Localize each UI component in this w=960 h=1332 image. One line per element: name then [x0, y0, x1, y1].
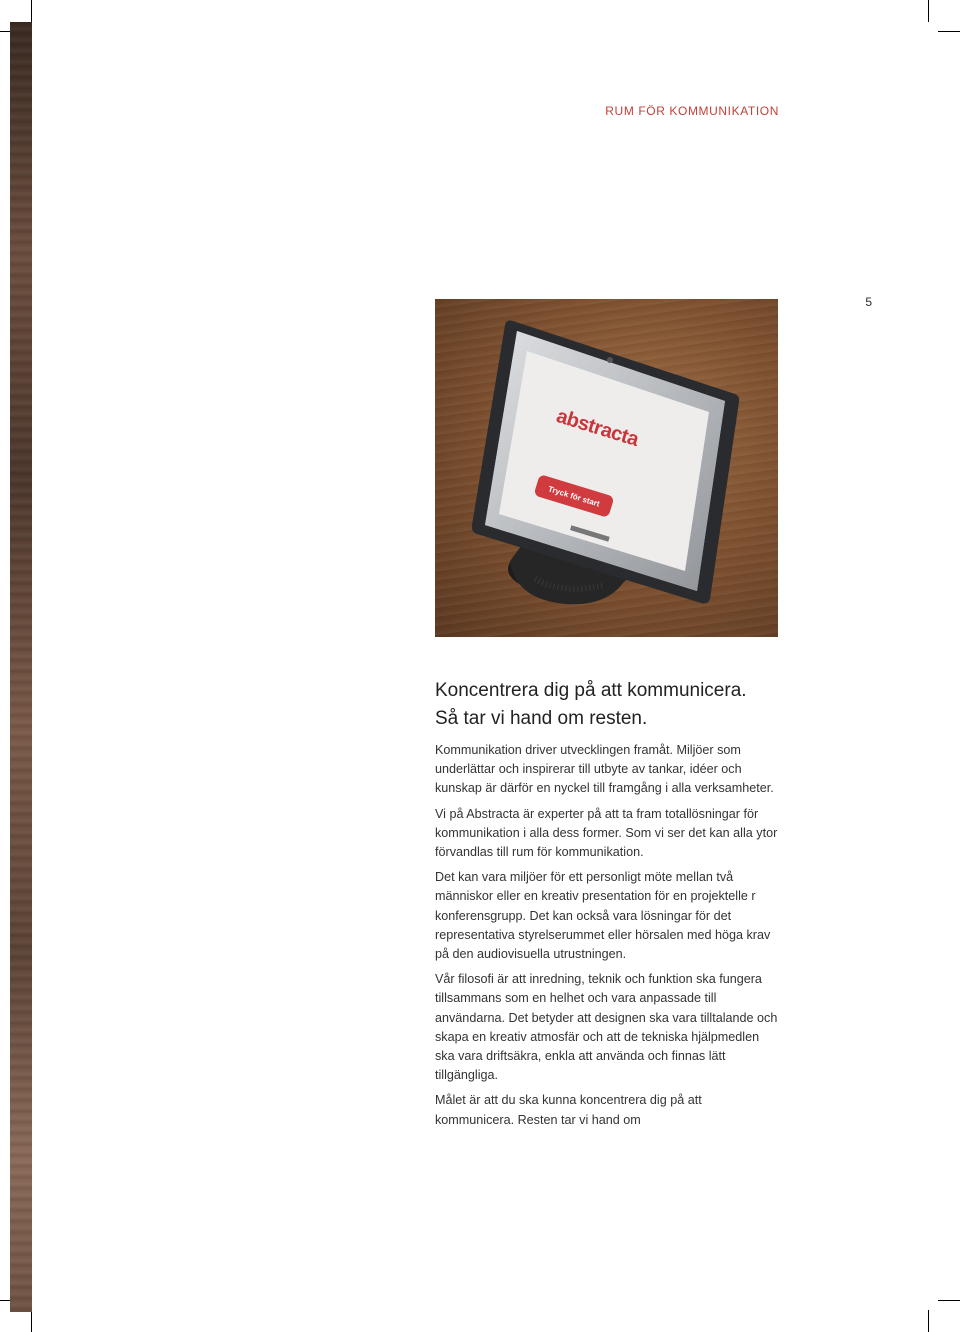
paragraph-1: Kommunikation driver utvecklingen framåt. Miljöer som underlättar och inspirerar till utbyte av tankar, idéer och kunskap är därför en nyckel till framgång i alla verksamheter.	[435, 743, 774, 796]
paragraph-3: Det kan vara miljöer för ett personligt möte mellan två människor eller en kreativ presentation för en projektelle r konferensgrupp. Det kan också vara lösningar för det representativa styrelserummet eller hörsalen med höga krav på den audiovisuella utrustningen.	[435, 870, 771, 962]
headline-line-2: Så tar vi hand om resten.	[435, 708, 648, 729]
screen-logo: abstracta	[553, 405, 641, 451]
crop-mark	[938, 1300, 960, 1301]
body-text	[435, 741, 780, 1136]
crop-mark	[31, 0, 32, 22]
crop-mark	[938, 31, 960, 32]
touch-panel-illustration	[435, 299, 778, 637]
section-label: RUM FÖR KOMMUNIKATION	[605, 104, 779, 118]
headline-line-1: Koncentrera dig på att kommunicera.	[435, 680, 747, 701]
crop-mark	[928, 0, 929, 22]
paragraph-5: Målet är att du ska kunna koncentrera dig på att kommunicera. Resten tar vi hand om	[435, 1093, 702, 1127]
crop-mark	[31, 1310, 32, 1332]
start-button-label: Tryck för start	[547, 483, 601, 509]
paragraph-4: Vår filosofi är att inredning, teknik och funktion ska fungera tillsammans som en helhet och vara anpassade till användarna. Det betyder att designen ska vara tilltalande och skapa en kreativ atmosfär och att de tekniska hjälpmedlen ska vara driftsäkra, enkla att använda och finnas lätt tillgängliga.	[435, 972, 778, 1083]
wood-texture-strip	[10, 22, 32, 1312]
crop-mark	[928, 1310, 929, 1332]
touch-panel-photo	[435, 299, 778, 637]
headline	[435, 677, 855, 733]
paragraph-2: Vi på Abstracta är experter på att ta fram totallösningar för kommunikation i alla dess former. Som vi ser det kan alla ytor förvandlas till rum för kommunikation.	[435, 806, 778, 860]
page-number: 5	[865, 295, 872, 309]
